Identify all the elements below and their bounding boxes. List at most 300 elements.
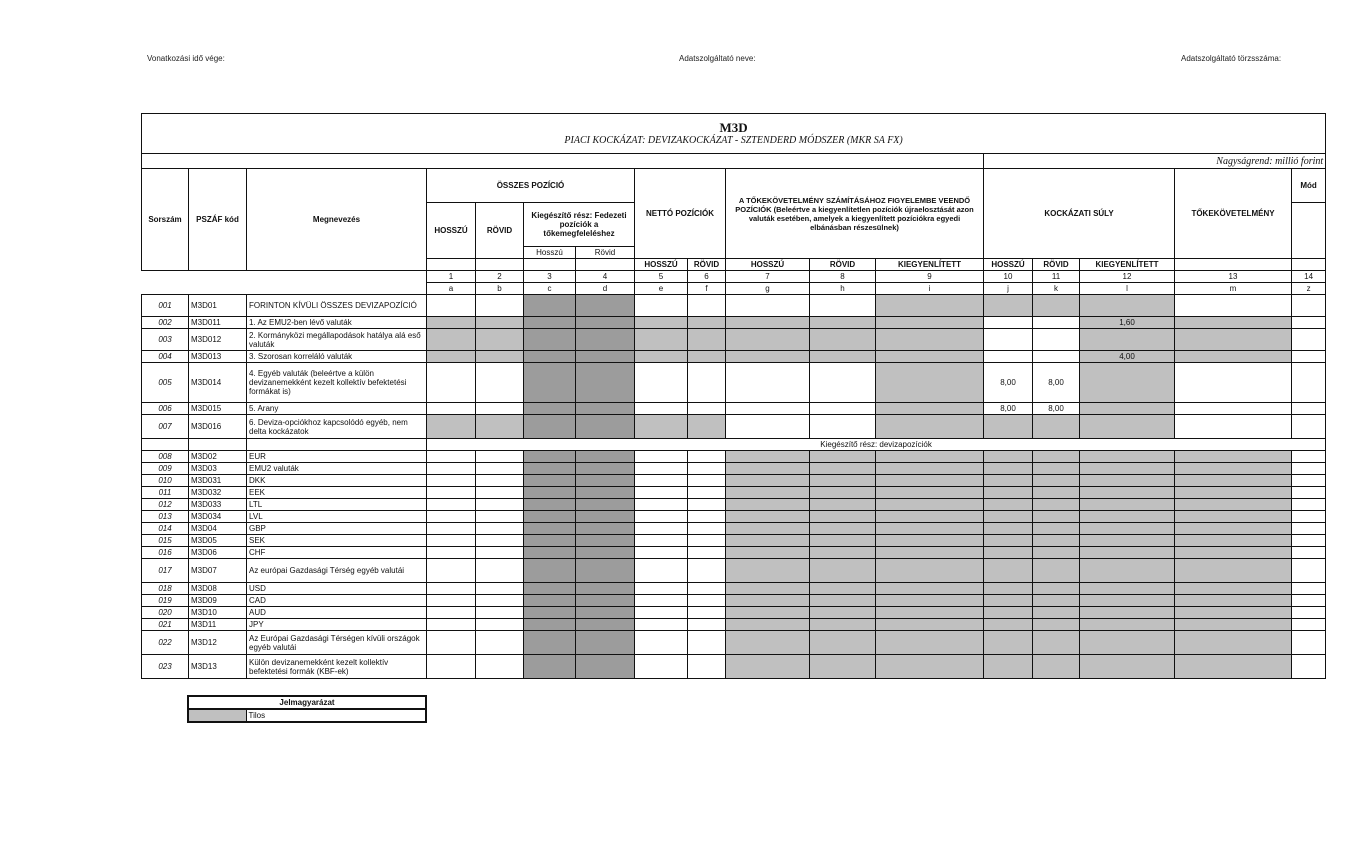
cell-col-5[interactable] — [635, 583, 688, 595]
subheader-blank — [476, 259, 524, 271]
main-row — [142, 415, 1326, 439]
cell-col-11[interactable] — [1033, 351, 1080, 363]
cell-col-8[interactable] — [810, 295, 876, 317]
cell-col-5[interactable] — [635, 631, 688, 655]
cell-col-8 — [810, 463, 876, 475]
cell-col-5 — [635, 351, 688, 363]
cell-col-7 — [726, 595, 810, 607]
row-name: USD — [247, 583, 427, 595]
cell-col-2[interactable] — [476, 403, 524, 415]
cell-col-5[interactable] — [635, 487, 688, 499]
cell-col-14[interactable] — [1292, 487, 1326, 499]
cell-col-5[interactable] — [635, 451, 688, 463]
cell-col-1[interactable] — [427, 487, 476, 499]
cell-col-2[interactable] — [476, 523, 524, 535]
cell-col-1[interactable] — [427, 631, 476, 655]
cell-col-3 — [524, 523, 576, 535]
cell-col-1[interactable] — [427, 403, 476, 415]
cell-col-4 — [576, 487, 635, 499]
cell-col-7 — [726, 655, 810, 679]
cell-col-2[interactable] — [476, 619, 524, 631]
row-pszaf-code: M3D13 — [189, 655, 247, 679]
main-row — [142, 329, 1326, 351]
cell-col-13[interactable] — [1175, 415, 1292, 439]
cell-col-3 — [524, 415, 576, 439]
cell-col-9 — [876, 487, 984, 499]
row-pszaf-code: M3D012 — [189, 329, 247, 351]
cell-col-4 — [576, 403, 635, 415]
cell-col-14[interactable] — [1292, 547, 1326, 559]
subheader-netto-hosszu: HOSSZÚ — [635, 259, 688, 271]
cell-col-5[interactable] — [635, 619, 688, 631]
col-number: 6 — [688, 271, 726, 283]
cell-col-9 — [876, 295, 984, 317]
cell-col-12 — [1080, 475, 1175, 487]
col-number: 13 — [1175, 271, 1292, 283]
cell-col-14[interactable] — [1292, 655, 1326, 679]
cell-col-9 — [876, 583, 984, 595]
cell-col-2[interactable] — [476, 463, 524, 475]
row-name: 6. Deviza-opciókhoz kapcsolódó egyéb, nem delta kockázatok — [247, 415, 427, 439]
cell-col-1[interactable] — [427, 523, 476, 535]
col-letter: k — [1033, 283, 1080, 295]
row-name: DKK — [247, 475, 427, 487]
cell-col-11 — [1033, 451, 1080, 463]
row-number: 014 — [142, 523, 189, 535]
cell-col-8 — [810, 655, 876, 679]
cell-col-8 — [810, 595, 876, 607]
subheader-fig-hosszu: HOSSZÚ — [726, 259, 810, 271]
cell-col-4 — [576, 547, 635, 559]
cell-col-12 — [1080, 499, 1175, 511]
subheader-blank — [524, 259, 576, 271]
cell-col-7 — [726, 535, 810, 547]
row-name: 3. Szorosan korreláló valuták — [247, 351, 427, 363]
row-name: EEK — [247, 487, 427, 499]
cell-col-2[interactable] — [476, 583, 524, 595]
cell-col-9 — [876, 547, 984, 559]
cell-col-6[interactable] — [688, 451, 726, 463]
cell-col-1[interactable] — [427, 607, 476, 619]
cell-col-5[interactable] — [635, 499, 688, 511]
cell-col-6[interactable] — [688, 547, 726, 559]
header-pszaf-kod: PSZÁF kód — [189, 169, 247, 271]
row-name: JPY — [247, 619, 427, 631]
cell-col-1[interactable] — [427, 499, 476, 511]
supplement-row — [142, 463, 1326, 475]
cell-col-6[interactable] — [688, 475, 726, 487]
cell-col-1[interactable] — [427, 463, 476, 475]
cell-col-3 — [524, 535, 576, 547]
row-pszaf-code: M3D07 — [189, 559, 247, 583]
legend-swatch-tilos — [188, 709, 246, 722]
cell-col-1 — [427, 317, 476, 329]
cell-col-9 — [876, 523, 984, 535]
cell-col-5[interactable] — [635, 295, 688, 317]
cell-col-3 — [524, 487, 576, 499]
cell-col-4 — [576, 415, 635, 439]
header-megnevezes: Megnevezés — [247, 169, 427, 271]
cell-col-8 — [810, 499, 876, 511]
cell-col-14[interactable] — [1292, 451, 1326, 463]
cell-col-10[interactable] — [984, 329, 1033, 351]
cell-col-9 — [876, 607, 984, 619]
cell-col-13[interactable] — [1175, 295, 1292, 317]
cell-col-13[interactable] — [1175, 363, 1292, 403]
cell-col-5[interactable] — [635, 511, 688, 523]
cell-col-11[interactable]: 8,00 — [1033, 363, 1080, 403]
cell-col-9 — [876, 511, 984, 523]
cell-col-7 — [726, 631, 810, 655]
cell-col-10 — [984, 547, 1033, 559]
cell-col-11 — [1033, 463, 1080, 475]
cell-col-7[interactable] — [726, 415, 810, 439]
cell-col-6[interactable] — [688, 595, 726, 607]
cell-col-2[interactable] — [476, 631, 524, 655]
subheader-suly-kiegyenlitett: KIEGYENLÍTETT — [1080, 259, 1175, 271]
cell-col-11[interactable] — [1033, 329, 1080, 351]
cell-col-12 — [1080, 559, 1175, 583]
cell-col-1[interactable] — [427, 547, 476, 559]
cell-col-14[interactable] — [1292, 511, 1326, 523]
cell-col-9 — [876, 317, 984, 329]
cell-col-11 — [1033, 655, 1080, 679]
cell-col-1[interactable] — [427, 295, 476, 317]
cell-col-6[interactable] — [688, 363, 726, 403]
cell-col-4 — [576, 295, 635, 317]
supplement-row — [142, 607, 1326, 619]
cell-col-6[interactable] — [688, 499, 726, 511]
cell-col-14[interactable] — [1292, 403, 1326, 415]
row-number: 018 — [142, 583, 189, 595]
cell-col-8[interactable] — [810, 363, 876, 403]
cell-col-5[interactable] — [635, 523, 688, 535]
cell-col-5[interactable] — [635, 559, 688, 583]
row-number: 020 — [142, 607, 189, 619]
cell-col-8 — [810, 607, 876, 619]
header-hosszu: HOSSZÚ — [427, 203, 476, 259]
row-pszaf-code: M3D09 — [189, 595, 247, 607]
col-letter: a — [427, 283, 476, 295]
cell-col-12 — [1080, 295, 1175, 317]
col-letter: c — [524, 283, 576, 295]
supplement-row — [142, 547, 1326, 559]
row-pszaf-code: M3D03 — [189, 463, 247, 475]
cell-col-14[interactable] — [1292, 415, 1326, 439]
cell-col-9 — [876, 475, 984, 487]
cell-col-14[interactable] — [1292, 619, 1326, 631]
cell-col-11 — [1033, 595, 1080, 607]
cell-col-7[interactable] — [726, 295, 810, 317]
col-number: 2 — [476, 271, 524, 283]
cell-col-14[interactable] — [1292, 317, 1326, 329]
cell-col-6[interactable] — [688, 487, 726, 499]
cell-col-2[interactable] — [476, 295, 524, 317]
cell-col-5[interactable] — [635, 463, 688, 475]
cell-col-10 — [984, 463, 1033, 475]
row-number: 008 — [142, 451, 189, 463]
cell-col-8 — [810, 487, 876, 499]
row-pszaf-code: M3D034 — [189, 511, 247, 523]
cell-col-14[interactable] — [1292, 351, 1326, 363]
row-name: CHF — [247, 547, 427, 559]
cell-col-13[interactable] — [1175, 403, 1292, 415]
cell-col-12 — [1080, 583, 1175, 595]
cell-col-11[interactable] — [1033, 317, 1080, 329]
cell-col-2[interactable] — [476, 499, 524, 511]
header-osszes-pozicio: ÖSSZES POZÍCIÓ — [427, 169, 635, 203]
cell-col-8[interactable] — [810, 403, 876, 415]
cell-col-12 — [1080, 415, 1175, 439]
cell-col-8 — [810, 583, 876, 595]
cell-col-1[interactable] — [427, 595, 476, 607]
cell-col-12 — [1080, 607, 1175, 619]
col-number: 8 — [810, 271, 876, 283]
cell-col-3 — [524, 583, 576, 595]
supplement-title: Kiegészítő rész: devizapozíciók — [427, 439, 1326, 451]
col-letter: h — [810, 283, 876, 295]
cell-col-7 — [726, 619, 810, 631]
cell-col-1[interactable] — [427, 655, 476, 679]
row-pszaf-code: M3D015 — [189, 403, 247, 415]
cell-col-1[interactable] — [427, 535, 476, 547]
row-number: 017 — [142, 559, 189, 583]
cell-col-1[interactable] — [427, 451, 476, 463]
cell-col-9 — [876, 559, 984, 583]
row-name: 2. Kormányközi megállapodások hatálya alá eső valuták — [247, 329, 427, 351]
cell-col-14[interactable] — [1292, 523, 1326, 535]
cell-col-5[interactable] — [635, 547, 688, 559]
row-name: LTL — [247, 499, 427, 511]
cell-col-2[interactable] — [476, 655, 524, 679]
row-number: 023 — [142, 655, 189, 679]
row-pszaf-code: M3D011 — [189, 317, 247, 329]
cell-col-3 — [524, 595, 576, 607]
cell-col-2[interactable] — [476, 363, 524, 403]
row-number: 013 — [142, 511, 189, 523]
cell-col-2[interactable] — [476, 451, 524, 463]
cell-col-7[interactable] — [726, 403, 810, 415]
cell-col-14[interactable] — [1292, 295, 1326, 317]
cell-col-5[interactable] — [635, 475, 688, 487]
cell-col-4 — [576, 619, 635, 631]
cell-col-3 — [524, 631, 576, 655]
cell-col-1[interactable] — [427, 583, 476, 595]
cell-col-1[interactable] — [427, 475, 476, 487]
cell-col-1[interactable] — [427, 619, 476, 631]
cell-col-3 — [524, 295, 576, 317]
cell-col-8 — [810, 329, 876, 351]
cell-col-10[interactable]: 8,00 — [984, 363, 1033, 403]
cell-col-3 — [524, 619, 576, 631]
cell-col-6[interactable] — [688, 559, 726, 583]
cell-col-2[interactable] — [476, 595, 524, 607]
cell-col-14[interactable] — [1292, 499, 1326, 511]
supplement-blank — [142, 439, 189, 451]
col-number: 4 — [576, 271, 635, 283]
m3d-form-table — [141, 113, 1326, 679]
cell-col-14[interactable] — [1292, 559, 1326, 583]
cell-col-9 — [876, 631, 984, 655]
row-pszaf-code: M3D033 — [189, 499, 247, 511]
main-row — [142, 351, 1326, 363]
cell-col-7[interactable] — [726, 363, 810, 403]
header-kiegeszito-fedezeti: Kiegészítő rész: Fedezeti pozíciók a tőkemegfeleléshez — [524, 203, 635, 247]
cell-col-9 — [876, 451, 984, 463]
cell-col-6[interactable] — [688, 463, 726, 475]
cell-col-3 — [524, 499, 576, 511]
cell-col-10[interactable] — [984, 317, 1033, 329]
row-name: 5. Arany — [247, 403, 427, 415]
cell-col-14[interactable] — [1292, 329, 1326, 351]
cell-col-6[interactable] — [688, 295, 726, 317]
col-letter: m — [1175, 283, 1292, 295]
row-pszaf-code: M3D014 — [189, 363, 247, 403]
cell-col-12 — [1080, 463, 1175, 475]
row-pszaf-code: M3D032 — [189, 487, 247, 499]
cell-col-8[interactable] — [810, 415, 876, 439]
cell-col-7 — [726, 499, 810, 511]
cell-col-14[interactable] — [1292, 631, 1326, 655]
row-name: 1. Az EMU2-ben lévő valuták — [247, 317, 427, 329]
supplement-row — [142, 631, 1326, 655]
cell-col-11 — [1033, 619, 1080, 631]
row-number: 012 — [142, 499, 189, 511]
cell-col-5[interactable] — [635, 535, 688, 547]
cell-col-9 — [876, 535, 984, 547]
cell-col-11[interactable]: 8,00 — [1033, 403, 1080, 415]
row-pszaf-code: M3D04 — [189, 523, 247, 535]
cell-col-14[interactable] — [1292, 595, 1326, 607]
row-number: 007 — [142, 415, 189, 439]
cell-col-5[interactable] — [635, 363, 688, 403]
cell-col-6[interactable] — [688, 655, 726, 679]
cell-col-14[interactable] — [1292, 463, 1326, 475]
cell-col-2[interactable] — [476, 487, 524, 499]
cell-col-13 — [1175, 547, 1292, 559]
cell-col-6[interactable] — [688, 619, 726, 631]
col-number: 9 — [876, 271, 984, 283]
cell-col-13 — [1175, 317, 1292, 329]
col-number: 3 — [524, 271, 576, 283]
cell-col-5[interactable] — [635, 607, 688, 619]
subheader-blank — [1292, 259, 1326, 271]
cell-col-2[interactable] — [476, 607, 524, 619]
cell-col-12 — [1080, 595, 1175, 607]
main-row — [142, 317, 1326, 329]
cell-col-13 — [1175, 475, 1292, 487]
row-name: FORINTON KÍVÜLI ÖSSZES DEVIZAPOZÍCIÓ — [247, 295, 427, 317]
cell-col-2 — [476, 351, 524, 363]
col-number-spacer — [142, 271, 427, 283]
cell-col-2[interactable] — [476, 535, 524, 547]
cell-col-7 — [726, 451, 810, 463]
cell-col-10[interactable]: 8,00 — [984, 403, 1033, 415]
cell-col-13 — [1175, 583, 1292, 595]
cell-col-12 — [1080, 523, 1175, 535]
cell-col-4 — [576, 499, 635, 511]
cell-col-4 — [576, 583, 635, 595]
subheader-blank — [427, 259, 476, 271]
header-netto-poziciok: NETTÓ POZÍCIÓK — [635, 169, 726, 259]
cell-col-6[interactable] — [688, 607, 726, 619]
cell-col-11 — [1033, 295, 1080, 317]
cell-col-6[interactable] — [688, 403, 726, 415]
cell-col-14[interactable] — [1292, 583, 1326, 595]
cell-col-2[interactable] — [476, 475, 524, 487]
row-number: 010 — [142, 475, 189, 487]
legend-table — [187, 695, 427, 723]
cell-col-10 — [984, 583, 1033, 595]
cell-col-10 — [984, 595, 1033, 607]
cell-col-14[interactable] — [1292, 363, 1326, 403]
row-name: Külön devizanemekként kezelt kollektív befektetési formák (KBF-ek) — [247, 655, 427, 679]
cell-col-9 — [876, 499, 984, 511]
cell-col-10[interactable] — [984, 351, 1033, 363]
cell-col-4 — [576, 655, 635, 679]
header-rovid: RÖVID — [476, 203, 524, 259]
cell-col-4 — [576, 535, 635, 547]
cell-col-6 — [688, 329, 726, 351]
cell-col-4 — [576, 595, 635, 607]
cell-col-9 — [876, 351, 984, 363]
cell-col-5[interactable] — [635, 655, 688, 679]
cell-col-7 — [726, 351, 810, 363]
row-pszaf-code: M3D016 — [189, 415, 247, 439]
cell-col-12 — [1080, 631, 1175, 655]
cell-col-4 — [576, 607, 635, 619]
cell-col-6[interactable] — [688, 535, 726, 547]
cell-col-2[interactable] — [476, 547, 524, 559]
supplement-row — [142, 475, 1326, 487]
cell-col-7 — [726, 583, 810, 595]
col-number: 5 — [635, 271, 688, 283]
cell-col-12: 4,00 — [1080, 351, 1175, 363]
col-letter: e — [635, 283, 688, 295]
cell-col-14[interactable] — [1292, 535, 1326, 547]
form-title — [142, 114, 1326, 154]
cell-col-1[interactable] — [427, 559, 476, 583]
cell-col-5[interactable] — [635, 403, 688, 415]
cell-col-14[interactable] — [1292, 607, 1326, 619]
cell-col-5 — [635, 415, 688, 439]
row-name: EMU2 valuták — [247, 463, 427, 475]
supplement-row — [142, 451, 1326, 463]
cell-col-6[interactable] — [688, 583, 726, 595]
cell-col-3 — [524, 363, 576, 403]
row-pszaf-code: M3D013 — [189, 351, 247, 363]
subheader-suly-rovid: RÖVID — [1033, 259, 1080, 271]
cell-col-2[interactable] — [476, 559, 524, 583]
col-letter: g — [726, 283, 810, 295]
cell-col-1[interactable] — [427, 511, 476, 523]
cell-col-2[interactable] — [476, 511, 524, 523]
cell-col-1 — [427, 351, 476, 363]
cell-col-13 — [1175, 631, 1292, 655]
cell-col-1[interactable] — [427, 363, 476, 403]
cell-col-6[interactable] — [688, 511, 726, 523]
row-number: 006 — [142, 403, 189, 415]
row-pszaf-code: M3D06 — [189, 547, 247, 559]
row-pszaf-code: M3D11 — [189, 619, 247, 631]
cell-col-4 — [576, 329, 635, 351]
cell-col-5[interactable] — [635, 595, 688, 607]
cell-col-11 — [1033, 607, 1080, 619]
cell-col-14[interactable] — [1292, 475, 1326, 487]
cell-col-11 — [1033, 583, 1080, 595]
cell-col-6[interactable] — [688, 631, 726, 655]
cell-col-6[interactable] — [688, 523, 726, 535]
